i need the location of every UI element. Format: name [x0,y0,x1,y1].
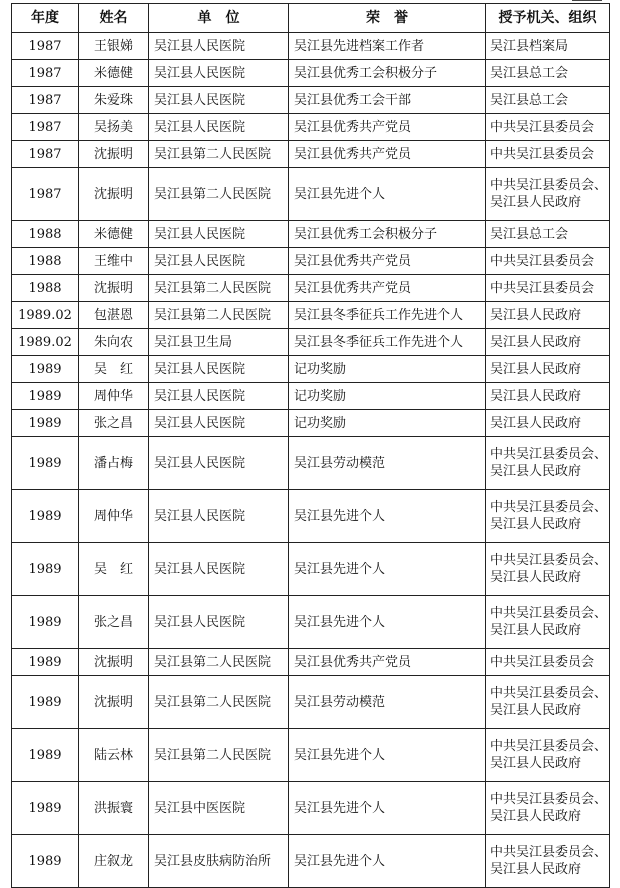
cell-unit: 吴江县人民医院 [149,596,289,649]
cell-org: 中共吴江县委员会 [486,114,610,141]
cell-name: 米德健 [79,221,149,248]
cell-org: 吴江县人民政府 [486,410,610,437]
cell-year: 1989 [12,649,79,676]
cell-org: 吴江县总工会 [486,221,610,248]
cell-unit: 吴江县卫生局 [149,329,289,356]
cell-unit: 吴江县第二人民医院 [149,275,289,302]
cell-name: 朱爱珠 [79,87,149,114]
cell-name: 潘占梅 [79,437,149,490]
table-row [12,168,610,221]
cell-honor: 吴江县优秀工会积极分子 [289,60,486,87]
header-name: 姓名 [79,4,149,33]
table-row [12,87,610,114]
cell-year: 1989 [12,596,79,649]
cell-unit: 吴江县第二人民医院 [149,729,289,782]
honor-table-page [11,3,610,888]
cell-org: 中共吴江县委员会、吴江县人民政府 [486,729,610,782]
cell-honor: 吴江县先进个人 [289,596,486,649]
header-year: 年度 [12,4,79,33]
cell-org: 中共吴江县委员会、吴江县人民政府 [486,676,610,729]
cell-org: 中共吴江县委员会 [486,248,610,275]
cell-unit: 吴江县人民医院 [149,33,289,60]
cell-year: 1988 [12,221,79,248]
cell-honor: 吴江县劳动模范 [289,437,486,490]
honor-table [11,3,610,888]
cell-year: 1989 [12,437,79,490]
cell-honor: 吴江县先进个人 [289,729,486,782]
cell-name: 朱向农 [79,329,149,356]
cell-year: 1989 [12,490,79,543]
cell-name: 沈振明 [79,649,149,676]
cell-unit: 吴江县人民医院 [149,87,289,114]
cell-unit: 吴江县人民医院 [149,437,289,490]
cell-honor: 吴江县优秀共产党员 [289,275,486,302]
cell-honor: 吴江县先进个人 [289,782,486,835]
cell-unit: 吴江县人民医院 [149,248,289,275]
cell-year: 1987 [12,141,79,168]
table-row [12,676,610,729]
cell-honor: 吴江县先进个人 [289,543,486,596]
cell-name: 沈振明 [79,676,149,729]
cell-org: 吴江县人民政府 [486,383,610,410]
cell-year: 1988 [12,275,79,302]
cell-year: 1987 [12,33,79,60]
cell-name: 米德健 [79,60,149,87]
cell-name: 吴扬美 [79,114,149,141]
cell-unit: 吴江县人民医院 [149,383,289,410]
table-row [12,437,610,490]
cell-honor: 吴江县优秀工会积极分子 [289,221,486,248]
cell-unit: 吴江县皮肤病防治所 [149,835,289,888]
cell-year: 1989.02 [12,302,79,329]
table-row [12,248,610,275]
cell-org: 吴江县人民政府 [486,356,610,383]
cell-org: 中共吴江县委员会 [486,275,610,302]
cell-unit: 吴江县人民医院 [149,490,289,543]
cell-year: 1989 [12,383,79,410]
cell-name: 王银娣 [79,33,149,60]
cell-org: 吴江县人民政府 [486,329,610,356]
table-header-row [12,4,610,33]
cell-year: 1989 [12,729,79,782]
cell-honor: 吴江县冬季征兵工作先进个人 [289,302,486,329]
cell-unit: 吴江县人民医院 [149,114,289,141]
cell-org: 中共吴江县委员会 [486,649,610,676]
cell-honor: 吴江县劳动模范 [289,676,486,729]
cell-honor: 记功奖励 [289,383,486,410]
table-row [12,649,610,676]
cell-unit: 吴江县人民医院 [149,60,289,87]
cell-org: 中共吴江县委员会、吴江县人民政府 [486,596,610,649]
table-row [12,782,610,835]
cell-unit: 吴江县第二人民医院 [149,649,289,676]
table-row [12,835,610,888]
table-row [12,221,610,248]
cell-name: 沈振明 [79,275,149,302]
cell-org: 吴江县总工会 [486,87,610,114]
table-row [12,383,610,410]
table-body [12,33,610,888]
cell-year: 1989.02 [12,329,79,356]
cell-year: 1989 [12,782,79,835]
cell-unit: 吴江县人民医院 [149,543,289,596]
cell-unit: 吴江县第二人民医院 [149,141,289,168]
table-row [12,356,610,383]
table-row [12,275,610,302]
cell-year: 1987 [12,60,79,87]
cell-honor: 吴江县优秀共产党员 [289,248,486,275]
header-unit: 单 位 [149,4,289,33]
cell-name: 周仲华 [79,490,149,543]
cell-honor: 吴江县优秀共产党员 [289,114,486,141]
cell-year: 1989 [12,676,79,729]
cell-name: 张之昌 [79,410,149,437]
cell-year: 1989 [12,543,79,596]
cell-name: 洪振寰 [79,782,149,835]
table-row [12,33,610,60]
cell-unit: 吴江县第二人民医院 [149,168,289,221]
cell-unit: 吴江县人民医院 [149,410,289,437]
cell-name: 庄叙龙 [79,835,149,888]
cell-org: 中共吴江县委员会、吴江县人民政府 [486,437,610,490]
table-row [12,410,610,437]
cell-org: 中共吴江县委员会、吴江县人民政府 [486,835,610,888]
cell-honor: 记功奖励 [289,410,486,437]
cell-honor: 记功奖励 [289,356,486,383]
header-honor: 荣 誉 [289,4,486,33]
cell-honor: 吴江县优秀工会干部 [289,87,486,114]
table-row [12,141,610,168]
cell-name: 沈振明 [79,141,149,168]
cell-year: 1987 [12,114,79,141]
cell-org: 中共吴江县委员会、吴江县人民政府 [486,490,610,543]
cell-org: 中共吴江县委员会 [486,141,610,168]
cell-name: 张之昌 [79,596,149,649]
table-row [12,490,610,543]
cell-year: 1989 [12,835,79,888]
table-row [12,329,610,356]
cell-name: 王维中 [79,248,149,275]
cell-org: 中共吴江县委员会、吴江县人民政府 [486,543,610,596]
table-row [12,543,610,596]
cell-unit: 吴江县第二人民医院 [149,302,289,329]
cell-org: 吴江县人民政府 [486,302,610,329]
table-row [12,60,610,87]
cell-name: 周仲华 [79,383,149,410]
cell-name: 吴 红 [79,543,149,596]
cell-honor: 吴江县先进个人 [289,168,486,221]
cell-name: 吴 红 [79,356,149,383]
cell-unit: 吴江县人民医院 [149,221,289,248]
cell-org: 中共吴江县委员会、吴江县人民政府 [486,168,610,221]
cell-honor: 吴江县先进档案工作者 [289,33,486,60]
table-row [12,596,610,649]
cell-unit: 吴江县第二人民医院 [149,676,289,729]
cell-org: 吴江县档案局 [486,33,610,60]
table-row [12,114,610,141]
cell-honor: 吴江县优秀共产党员 [289,141,486,168]
cell-honor: 吴江县先进个人 [289,835,486,888]
cell-unit: 吴江县中医医院 [149,782,289,835]
cell-honor: 吴江县先进个人 [289,490,486,543]
cell-honor: 吴江县冬季征兵工作先进个人 [289,329,486,356]
header-org: 授予机关、组织 [486,4,610,33]
cell-year: 1987 [12,87,79,114]
cell-name: 包湛恩 [79,302,149,329]
cell-year: 1989 [12,356,79,383]
cell-org: 中共吴江县委员会、吴江县人民政府 [486,782,610,835]
cell-name: 沈振明 [79,168,149,221]
cell-year: 1989 [12,410,79,437]
table-row [12,302,610,329]
cell-name: 陆云林 [79,729,149,782]
cell-honor: 吴江县优秀共产党员 [289,649,486,676]
table-row [12,729,610,782]
cell-year: 1988 [12,248,79,275]
cell-org: 吴江县总工会 [486,60,610,87]
cell-unit: 吴江县人民医院 [149,356,289,383]
cell-year: 1987 [12,168,79,221]
